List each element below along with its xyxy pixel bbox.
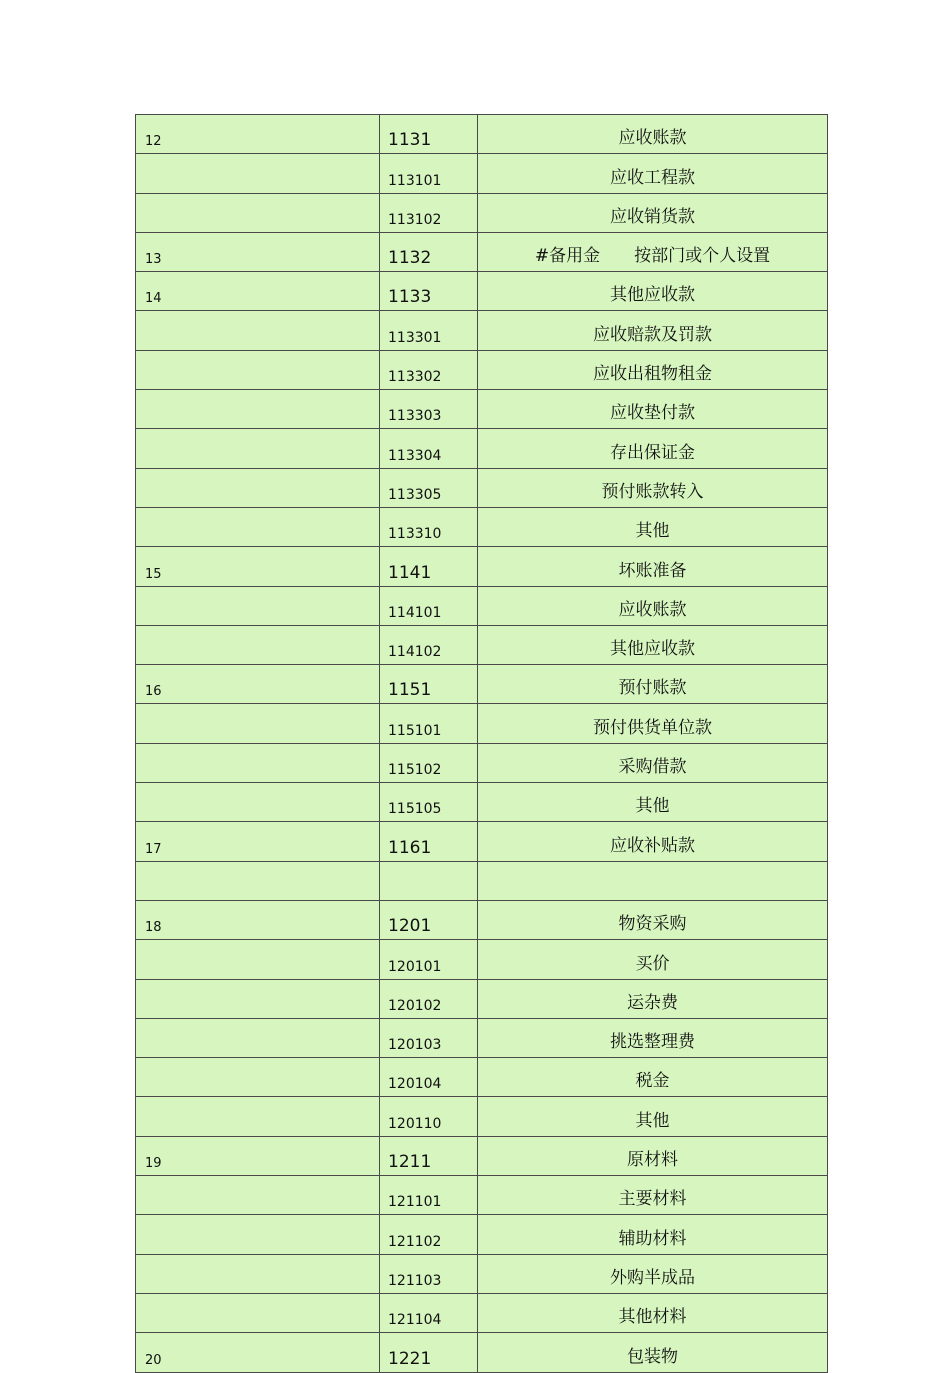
account-name-cell: 税金	[478, 1058, 828, 1097]
account-name-cell: 其他	[478, 1097, 828, 1136]
account-name-cell: 应收工程款	[478, 154, 828, 193]
table-row	[136, 1293, 828, 1332]
row-sequence-cell: 16	[136, 665, 380, 704]
account-code-cell: 113302	[380, 350, 478, 389]
table-row	[136, 232, 828, 271]
account-name-cell: 买价	[478, 940, 828, 979]
row-sequence-cell	[136, 154, 380, 193]
account-code-cell	[380, 861, 478, 900]
row-sequence-cell: 17	[136, 822, 380, 861]
table-row	[136, 1333, 828, 1372]
table-row	[136, 783, 828, 822]
table-row	[136, 1254, 828, 1293]
account-name-cell: 原材料	[478, 1136, 828, 1175]
row-sequence-cell: 14	[136, 272, 380, 311]
account-code-cell: 120102	[380, 979, 478, 1018]
table-row	[136, 468, 828, 507]
row-sequence-cell	[136, 586, 380, 625]
row-sequence-cell	[136, 311, 380, 350]
account-name-cell: 其他应收款	[478, 272, 828, 311]
table-row	[136, 1018, 828, 1057]
table-row	[136, 547, 828, 586]
row-sequence-cell	[136, 390, 380, 429]
account-name-cell: 采购借款	[478, 743, 828, 782]
account-name-cell: 预付账款	[478, 665, 828, 704]
row-sequence-cell	[136, 507, 380, 546]
table-row	[136, 1136, 828, 1175]
account-code-cell: 1141	[380, 547, 478, 586]
account-code-cell: 113301	[380, 311, 478, 350]
account-name-cell: #备用金 按部门或个人设置	[478, 232, 828, 271]
row-sequence-cell: 20	[136, 1333, 380, 1372]
account-name-cell: 存出保证金	[478, 429, 828, 468]
table-row	[136, 507, 828, 546]
account-code-table-body	[136, 115, 828, 1373]
account-name-cell: 其他	[478, 507, 828, 546]
account-name-cell: 应收账款	[478, 115, 828, 154]
table-row	[136, 1058, 828, 1097]
table-row	[136, 350, 828, 389]
row-sequence-cell	[136, 1097, 380, 1136]
row-sequence-cell	[136, 193, 380, 232]
account-code-cell: 1211	[380, 1136, 478, 1175]
row-sequence-cell	[136, 429, 380, 468]
account-name-cell: 应收赔款及罚款	[478, 311, 828, 350]
row-sequence-cell	[136, 1215, 380, 1254]
account-code-cell: 121101	[380, 1176, 478, 1215]
table-row	[136, 1176, 828, 1215]
row-sequence-cell	[136, 1254, 380, 1293]
table-row	[136, 311, 828, 350]
account-code-cell: 113101	[380, 154, 478, 193]
row-sequence-cell	[136, 1018, 380, 1057]
account-code-cell: 113102	[380, 193, 478, 232]
account-name-cell: 应收垫付款	[478, 390, 828, 429]
account-name-cell: 物资采购	[478, 900, 828, 939]
account-name-cell: 应收补贴款	[478, 822, 828, 861]
account-name-cell: 坏账准备	[478, 547, 828, 586]
account-name-cell: 预付供货单位款	[478, 704, 828, 743]
table-row	[136, 979, 828, 1018]
table-row	[136, 193, 828, 232]
table-row	[136, 940, 828, 979]
table-row	[136, 1097, 828, 1136]
account-name-cell: 运杂费	[478, 979, 828, 1018]
row-sequence-cell	[136, 704, 380, 743]
table-row	[136, 665, 828, 704]
account-code-cell: 115101	[380, 704, 478, 743]
account-code-cell: 1221	[380, 1333, 478, 1372]
account-code-cell: 1133	[380, 272, 478, 311]
table-row	[136, 625, 828, 664]
row-sequence-cell	[136, 940, 380, 979]
account-name-cell: 挑选整理费	[478, 1018, 828, 1057]
account-code-cell: 1151	[380, 665, 478, 704]
account-code-cell: 1161	[380, 822, 478, 861]
table-row	[136, 861, 828, 900]
table-row	[136, 822, 828, 861]
table-row	[136, 154, 828, 193]
row-sequence-cell	[136, 1058, 380, 1097]
table-row	[136, 272, 828, 311]
account-code-cell: 1131	[380, 115, 478, 154]
table-row	[136, 429, 828, 468]
account-name-cell: 辅助材料	[478, 1215, 828, 1254]
account-name-cell: 预付账款转入	[478, 468, 828, 507]
account-code-cell: 113304	[380, 429, 478, 468]
account-code-cell: 120103	[380, 1018, 478, 1057]
account-code-cell: 115102	[380, 743, 478, 782]
account-code-cell: 121104	[380, 1293, 478, 1332]
account-code-cell: 113310	[380, 507, 478, 546]
row-sequence-cell	[136, 468, 380, 507]
row-sequence-cell	[136, 625, 380, 664]
row-sequence-cell	[136, 783, 380, 822]
account-name-cell: 主要材料	[478, 1176, 828, 1215]
table-row	[136, 743, 828, 782]
row-sequence-cell: 15	[136, 547, 380, 586]
account-name-cell	[478, 861, 828, 900]
account-name-cell: 应收出租物租金	[478, 350, 828, 389]
account-code-table	[135, 114, 828, 1373]
account-name-cell: 其他	[478, 783, 828, 822]
row-sequence-cell	[136, 350, 380, 389]
account-code-cell: 121102	[380, 1215, 478, 1254]
account-code-cell: 113303	[380, 390, 478, 429]
account-name-cell: 外购半成品	[478, 1254, 828, 1293]
account-code-cell: 120101	[380, 940, 478, 979]
table-row	[136, 900, 828, 939]
table-row	[136, 1215, 828, 1254]
account-name-cell: 应收销货款	[478, 193, 828, 232]
table-row	[136, 390, 828, 429]
account-code-cell: 115105	[380, 783, 478, 822]
table-row	[136, 704, 828, 743]
table-row	[136, 586, 828, 625]
account-code-cell: 114101	[380, 586, 478, 625]
account-code-cell: 120110	[380, 1097, 478, 1136]
account-name-cell: 其他应收款	[478, 625, 828, 664]
row-sequence-cell: 18	[136, 900, 380, 939]
account-code-cell: 120104	[380, 1058, 478, 1097]
account-code-cell: 113305	[380, 468, 478, 507]
row-sequence-cell	[136, 1176, 380, 1215]
account-code-cell: 114102	[380, 625, 478, 664]
account-name-cell: 包装物	[478, 1333, 828, 1372]
account-name-cell: 其他材料	[478, 1293, 828, 1332]
row-sequence-cell	[136, 743, 380, 782]
row-sequence-cell	[136, 861, 380, 900]
row-sequence-cell	[136, 979, 380, 1018]
row-sequence-cell: 12	[136, 115, 380, 154]
account-code-cell: 1201	[380, 900, 478, 939]
account-name-cell: 应收账款	[478, 586, 828, 625]
row-sequence-cell: 19	[136, 1136, 380, 1175]
account-code-cell: 1132	[380, 232, 478, 271]
row-sequence-cell	[136, 1293, 380, 1332]
row-sequence-cell: 13	[136, 232, 380, 271]
table-row	[136, 115, 828, 154]
account-code-cell: 121103	[380, 1254, 478, 1293]
